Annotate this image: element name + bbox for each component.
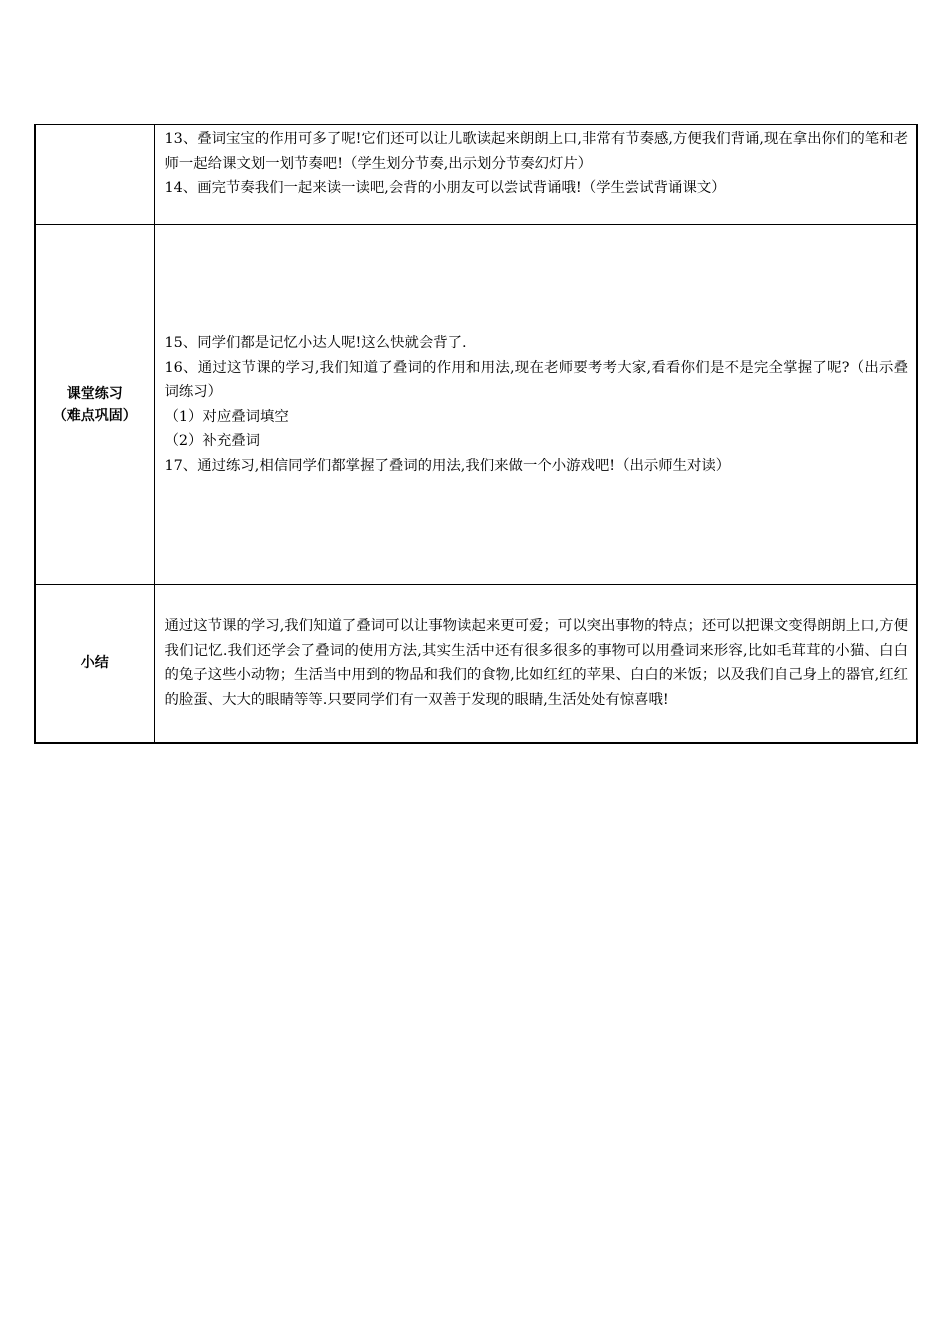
row-label-cell [35, 585, 154, 743]
row-content-cell [154, 125, 917, 225]
row-content-cell [154, 225, 917, 585]
row-label-cell [35, 125, 154, 225]
table-row [35, 585, 917, 743]
section-label-summary: 小结 [80, 655, 109, 672]
paragraph-step-17: 17、通过练习,相信同学们都掌握了叠词的用法,我们来做一个小游戏吧!（出示师生对读） [164, 457, 731, 474]
paragraph-step-16: 16、通过这节课的学习,我们知道了叠词的作用和用法,现在老师要考考大家,看看你们是不是完全掌握了呢?（出示叠词练习） [164, 359, 908, 400]
section-label-practice-sub: （难点巩固） [52, 407, 137, 424]
paragraph-exercise-2: （2）补充叠词 [164, 433, 260, 449]
paragraph-step-13: 13、叠词宝宝的作用可多了呢!它们还可以让儿歌读起来朗朗上口,非常有节奏感,方便我们背诵,现在拿出你们的笔和老师一起给课文划一划节奏吧!（学生划分节奏,出示划分节奏幻灯片） [164, 131, 908, 172]
lesson-plan-table [34, 124, 918, 744]
paragraph-exercise-1: （1）对应叠词填空 [164, 408, 289, 425]
paragraph-step-15: 15、同学们都是记忆小达人呢!这么快就会背了. [164, 335, 467, 351]
paragraph-summary: 通过这节课的学习,我们知道了叠词可以让事物读起来更可爱；可以突出事物的特点；还可以把课文变得朗朗上口,方便我们记忆.我们还学会了叠词的使用方法,其实生活中还有很多很多的事物可以用叠词来形容,比如毛茸茸的小猫、白白的兔子这些小动物；生活当中用到的物品和我们的食物,比如红红的苹果、白白的米饭；以及我们自己身上的器官,红红的脸蛋、大大的眼睛等等.只要同学们有一双善于发现的眼睛,生活处处有惊喜哦! [164, 618, 908, 708]
section-label-practice: 课堂练习 [66, 385, 123, 402]
table-row [35, 225, 917, 585]
row-content-cell [154, 585, 917, 743]
row-label-cell [35, 225, 154, 585]
table-row [35, 125, 917, 225]
paragraph-step-14: 14、画完节奏我们一起来读一读吧,会背的小朋友可以尝试背诵哦!（学生尝试背诵课文） [164, 180, 726, 196]
